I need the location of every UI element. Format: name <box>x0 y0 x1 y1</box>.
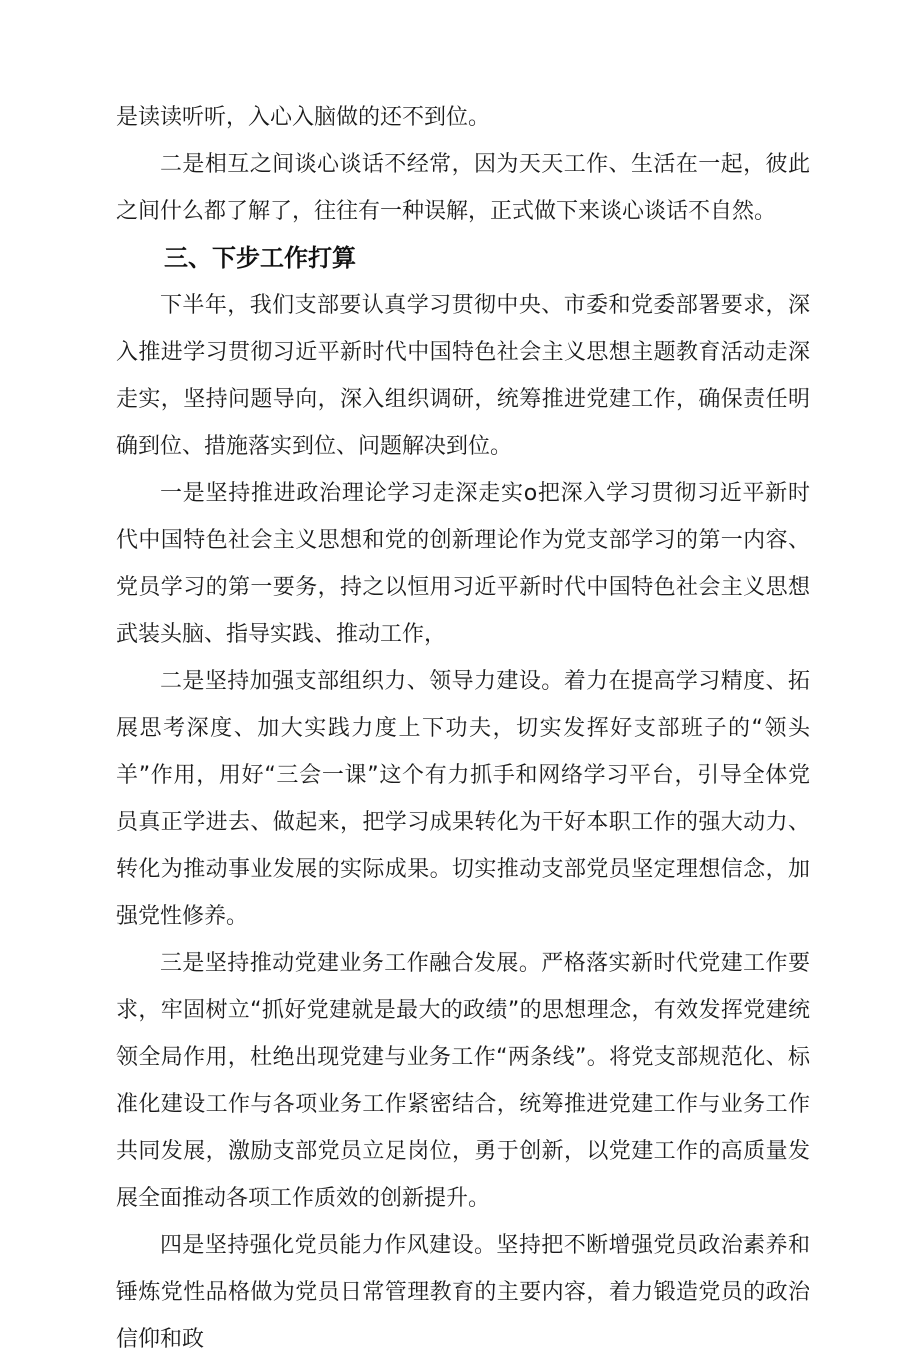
section-heading: 三、下步工作打算 <box>164 244 356 272</box>
document-body <box>116 94 810 1363</box>
paragraph-second-half-plan: 下半年，我们支部要认真学习贯彻中央、市委和党委部署要求，深入推进学习贯彻习近平新时代中国特色社会主义思想主题教育活动走深走实，坚持问题导向，深入组织调研，统筹推进党建工作，确保责任明确到位、措施落实到位、问题解决到位。 <box>116 293 810 459</box>
paragraph-point-three: 三是坚持推动党建业务工作融合发展。严格落实新时代党建工作要求，牢固树立“抓好党建就是最大的政绩”的思想理念，有效发挥党建统领全局作用，杜绝出现党建与业务工作“两条线”。将党支部规范化、标准化建设工作与各项业务工作紧密结合，统筹推进党建工作与业务工作共同发展，激励支部党员立足岗位，勇于创新，以党建工作的高质量发展全面推动各项工作质效的创新提升。 <box>116 951 810 1211</box>
paragraph-point-four: 四是坚持强化党员能力作风建设。坚持把不断增强党员政治素养和锤炼党性品格做为党员日常管理教育的主要内容，着力锻造党员的政治信仰和政 <box>116 1233 810 1352</box>
paragraph-heart-to-heart-talks: 二是相互之间谈心谈话不经常，因为天天工作、生活在一起，彼此之间什么都了解了，往往有一种误解，正式做下来谈心谈话不自然。 <box>116 152 810 224</box>
paragraph-continued: 是读读听听，入心入脑做的还不到位。 <box>116 105 491 130</box>
paragraph-point-two: 二是坚持加强支部组织力、领导力建设。着力在提高学习精度、拓展思考深度、加大实践力度上下功夫，切实发挥好支部班子的“领头羊”作用，用好“三会一课”这个有力抓手和网络学习平台，引导全体党员真正学进去、做起来，把学习成果转化为干好本职工作的强大动力、转化为推动事业发展的实际成果。切实推动支部党员坚定理想信念，加强党性修养。 <box>116 669 810 929</box>
paragraph-point-one: 一是坚持推进政治理论学习走深走实o把深入学习贯彻习近平新时代中国特色社会主义思想和党的创新理论作为党支部学习的第一内容、党员学习的第一要务，持之以恒用习近平新时代中国特色社会主义思想武装头脑、指导实践、推动工作， <box>116 481 810 647</box>
